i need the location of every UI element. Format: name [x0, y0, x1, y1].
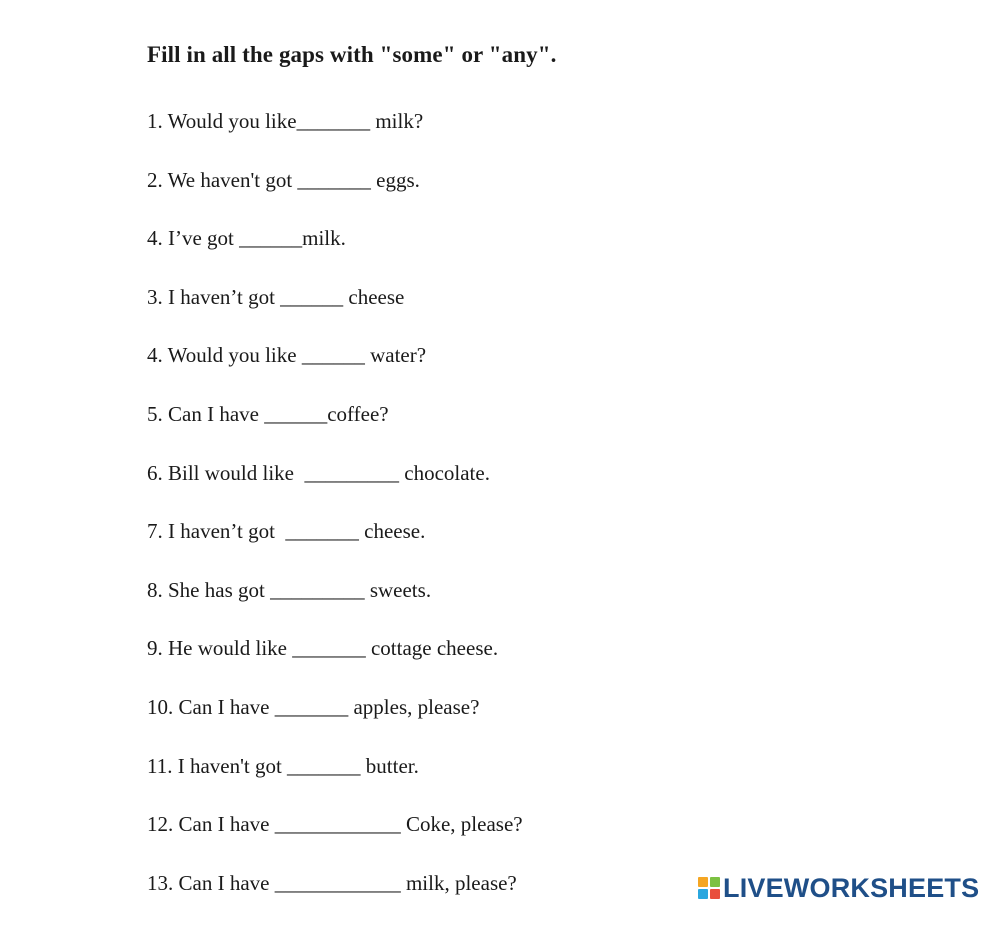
exercise-item: 3. I haven’t got ______ cheese: [147, 284, 405, 309]
logo-square-green: [710, 877, 720, 887]
exercise-item: 4. Would you like ______ water?: [147, 343, 427, 368]
worksheet-title: Fill in all the gaps with "some" or "any".: [147, 42, 557, 67]
exercise-item: 11. I haven't got _______ butter.: [147, 753, 419, 778]
exercise-item: 13. Can I have ____________ milk, please?: [147, 870, 517, 895]
exercise-list: [147, 106, 523, 926]
exercise-item: 9. He would like _______ cottage cheese.: [147, 636, 499, 661]
exercise-item: 4. I’ve got ______milk.: [147, 226, 346, 251]
logo-square-red: [710, 889, 720, 899]
exercise-item: 7. I haven’t got _______ cheese.: [147, 519, 426, 544]
exercise-item: 1. Would you like_______ milk?: [147, 109, 424, 133]
exercise-item: 8. She has got _________ sweets.: [147, 577, 432, 602]
liveworksheets-logo[interactable]: [698, 872, 979, 904]
logo-square-orange: [698, 877, 708, 887]
exercise-item: 6. Bill would like _________ chocolate.: [147, 460, 490, 485]
logo-text: LIVEWORKSHEETS: [723, 872, 980, 903]
liveworksheets-logo-icon: [698, 877, 720, 899]
exercise-item: 10. Can I have _______ apples, please?: [147, 694, 480, 719]
exercise-item: 12. Can I have ____________ Coke, please?: [147, 812, 523, 837]
exercise-item: 5. Can I have ______coffee?: [147, 401, 389, 426]
logo-square-blue: [698, 889, 708, 899]
exercise-item: 2. We haven't got _______ eggs.: [147, 167, 420, 192]
